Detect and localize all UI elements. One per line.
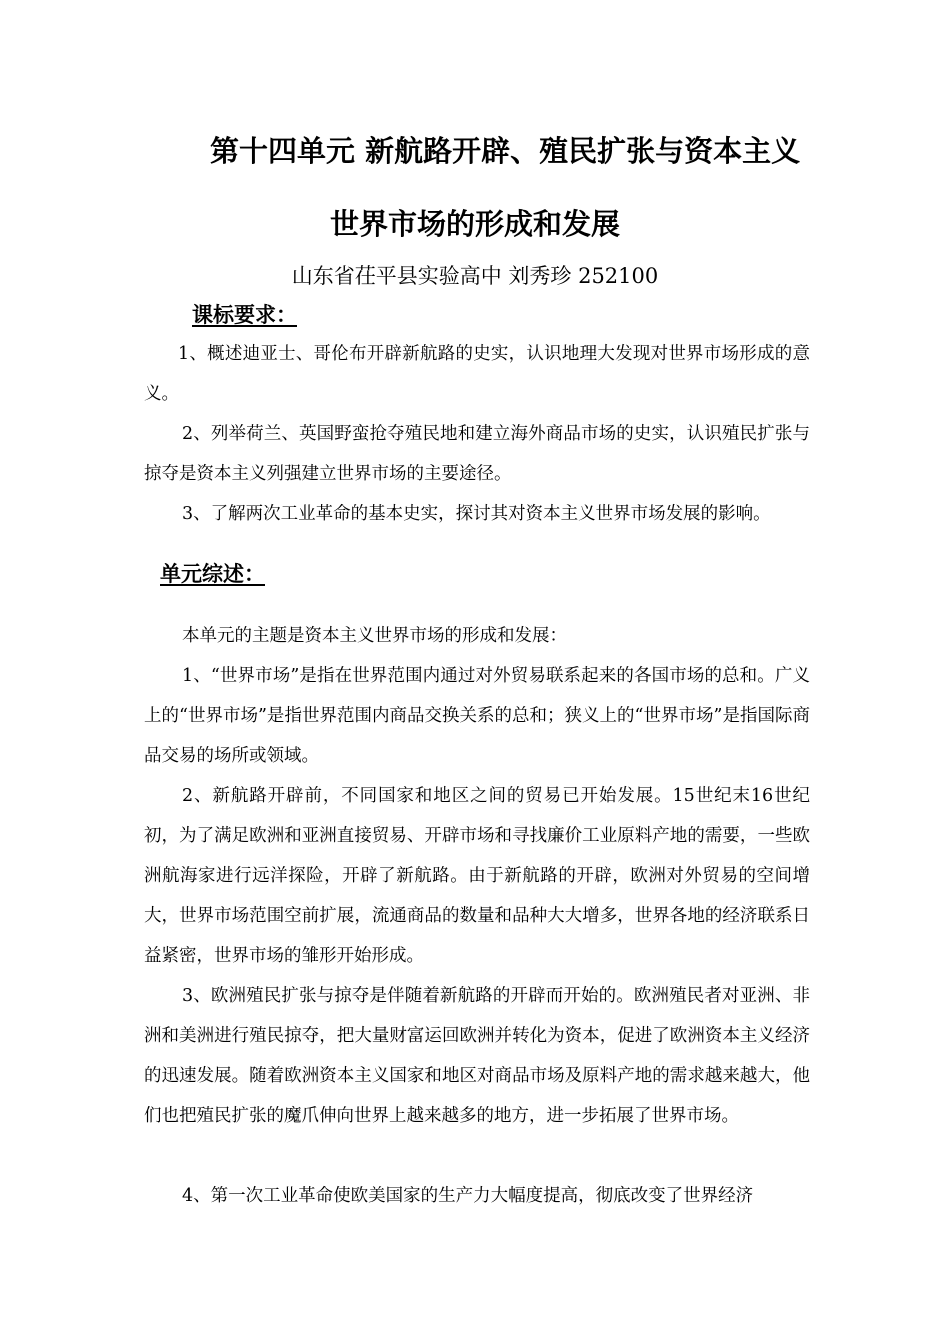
summary-paragraph-2: 2、新航路开辟前，不同国家和地区之间的贸易已开始发展。15世纪末16世纪初，为了满足欧洲和亚洲直接贸易、开辟市场和寻找廉价工业原料产地的需要，一些欧洲航海家进行远洋探险，开辟了新航路。由于新航路的开辟，欧洲对外贸易的空间增大，世界市场范围空前扩展，流通商品的数量和品种大大增多，世界各地的经济联系日益紧密，世界市场的雏形开始形成。 <box>144 786 810 966</box>
document-title-line-2: 世界市场的形成和发展 <box>329 207 620 241</box>
author-line: 山东省茌平县实验高中 刘秀珍 252100 <box>291 264 659 288</box>
requirements-heading: 课标要求： <box>192 302 297 327</box>
summary-intro: 本单元的主题是资本主义世界市场的形成和发展： <box>182 626 567 646</box>
summary-paragraph-4: 4、第一次工业革命使欧美国家的生产力大幅度提高，彻底改变了世界经济 <box>182 1186 754 1206</box>
summary-paragraph-1: 1、“世界市场”是指在世界范围内通过对外贸易联系起来的各国市场的总和。广义上的“世界市场”是指世界范围内商品交换关系的总和；狭义上的“世界市场”是指国际商品交易的场所或领域。 <box>144 666 810 766</box>
requirement-item-2: 2、列举荷兰、英国野蛮抢夺殖民地和建立海外商品市场的史实，认识殖民扩张与掠夺是资本主义列强建立世界市场的主要途径。 <box>144 424 810 484</box>
requirement-item-1: 1、概述迪亚士、哥伦布开辟新航路的史实，认识地理大发现对世界市场形成的意义。 <box>144 344 810 404</box>
requirement-item-3: 3、了解两次工业革命的基本史实，探讨其对资本主义世界市场发展的影响。 <box>182 504 771 524</box>
summary-heading: 单元综述： <box>160 561 265 586</box>
summary-paragraph-3: 3、欧洲殖民扩张与掠夺是伴随着新航路的开辟而开始的。欧洲殖民者对亚洲、非洲和美洲进行殖民掠夺，把大量财富运回欧洲并转化为资本，促进了欧洲资本主义经济的迅速发展。随着欧洲资本主义国家和地区对商品市场及原料产地的需求越来越大，他们也把殖民扩张的魔爪伸向世界上越来越多的地方，进一步拓展了世界市场。 <box>144 986 810 1126</box>
document-title-line-1: 第十四单元 新航路开辟、殖民扩张与资本主义 <box>210 134 801 168</box>
